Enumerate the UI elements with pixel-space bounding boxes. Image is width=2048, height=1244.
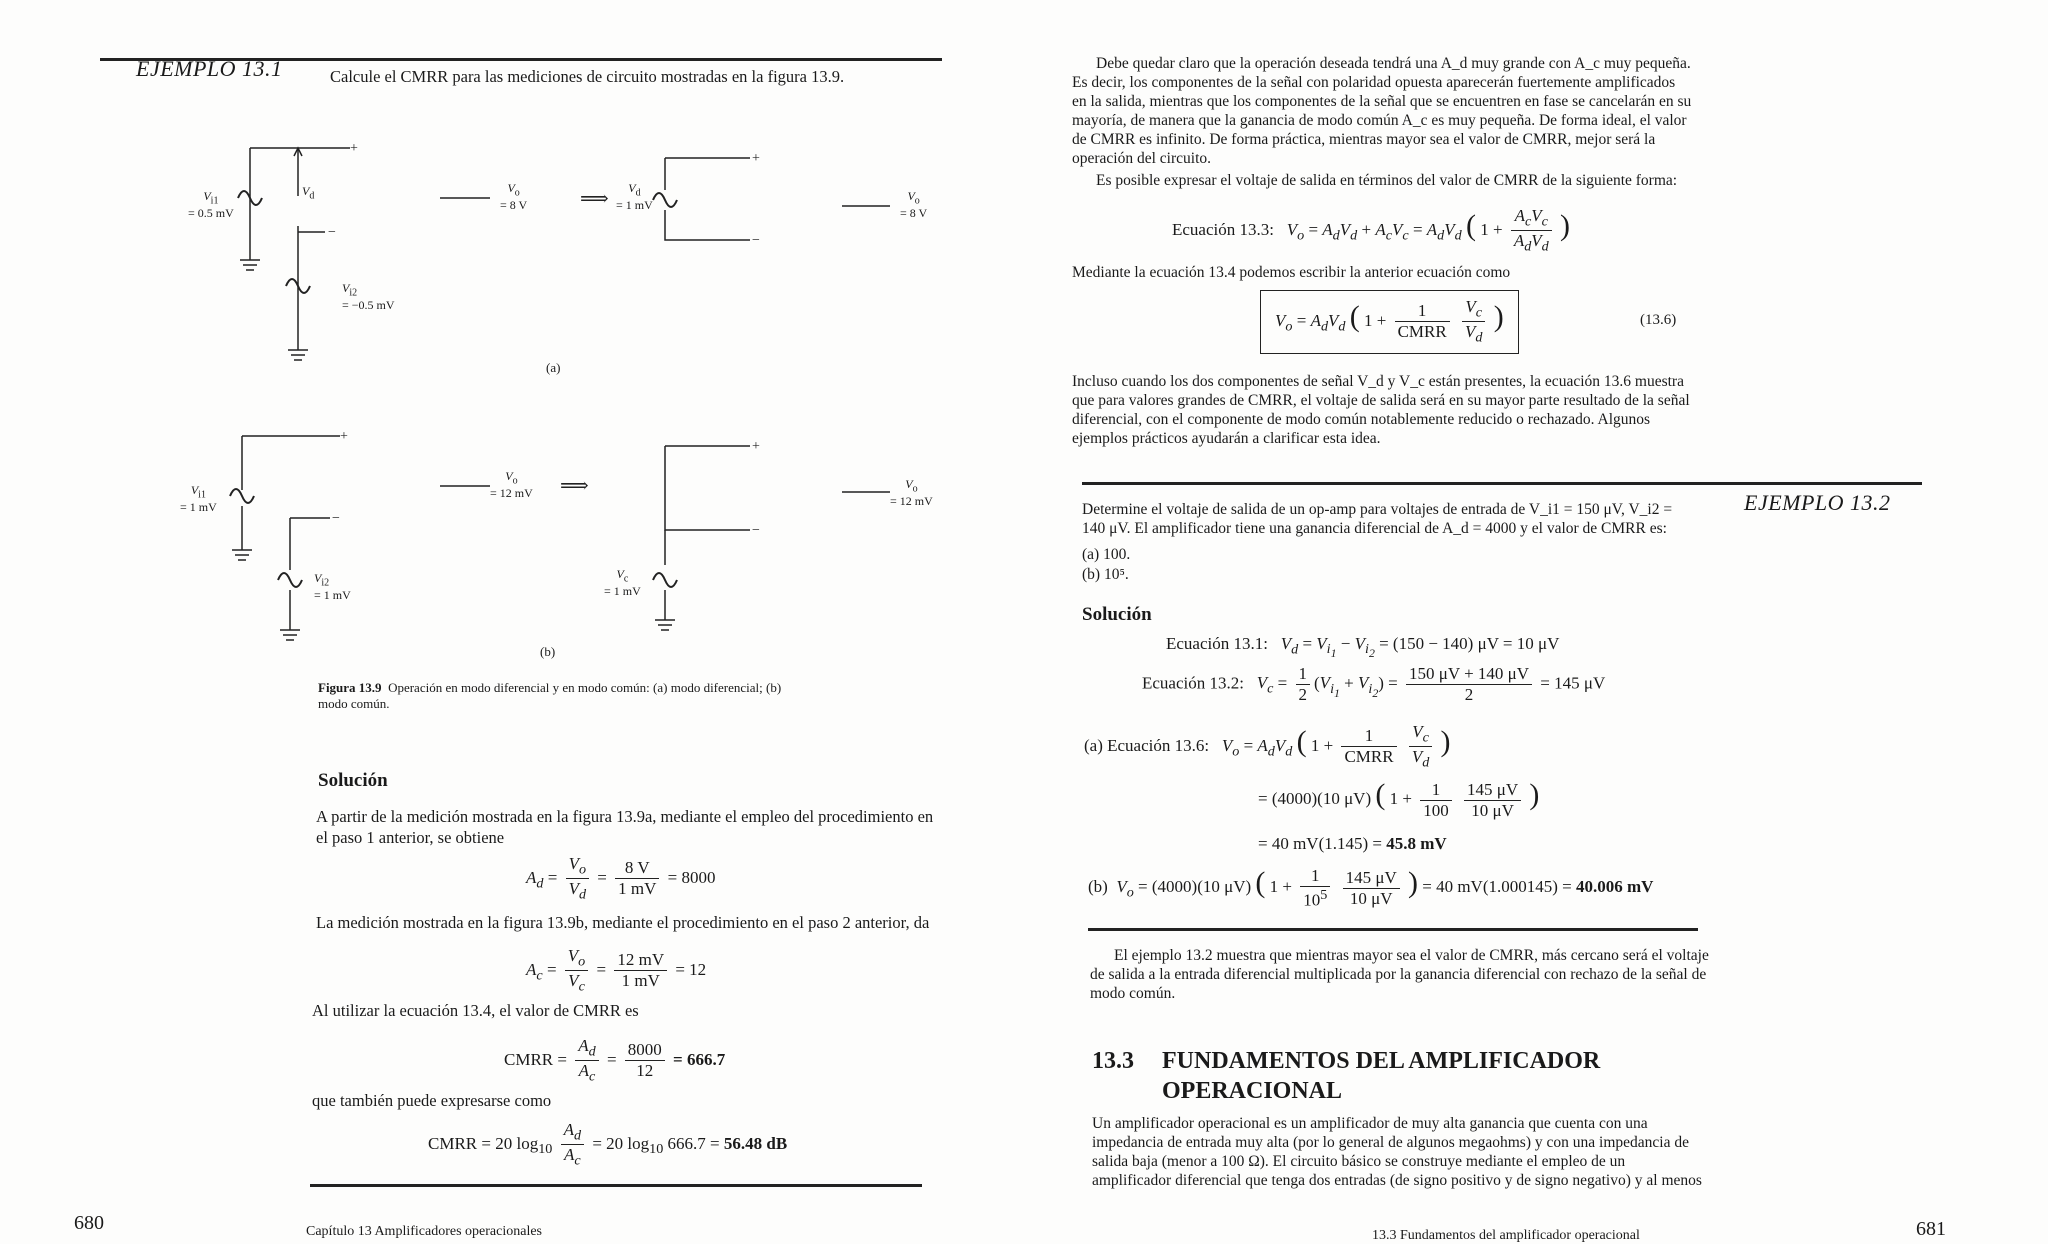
svg-text:+: + [340, 430, 348, 444]
solution-para-4: que también puede expresarse como [312, 1091, 552, 1110]
svg-text:−: − [332, 511, 340, 526]
svg-text:⟹: ⟹ [580, 188, 609, 210]
fig-a-vi1-label: $V_{i1}$ = 0.5 mV [188, 189, 234, 221]
equation-ac: $A_c$ = $\frac{V_o}{V_c}$ = $\frac{12 mV}{1 mV}$ = 12 [526, 946, 707, 995]
right-para-2: Es posible expresar el voltaje de salida en términos del valor de CMRR de la siguiente forma: [1096, 172, 1678, 189]
equation-13-6-boxed: $V_o = A_dV_d$ ( 1 + $\frac{1}{\text{CMRR}}$ $\frac{V_c}{V_d}$ ) [1260, 290, 1519, 354]
solution-heading: Solución [318, 770, 388, 791]
solution-a-step-2: = (4000)(10 μV) ( 1 + $\frac{1}{100}$ $\frac{145 \mu V}{10 \mu V}$ ) [1258, 778, 1540, 820]
equation-ad: $A_d$ = $\frac{V_o}{V_d}$ = $\frac{8 V}{1 mV}$ = 8000 [526, 854, 716, 903]
fig-b-vc-label: $V_c$ = 1 mV [604, 567, 641, 599]
fig-b-vo-right-label: $V_o$ = 12 mV [890, 477, 933, 509]
right-para-5: El ejemplo 13.2 muestra que mientras mayor sea el valor de CMRR, más cercano será el voltaje de salida a la entrada diferencial multiplicada por la ganancia diferencial con rechazo de la señal de modo común. [1090, 947, 1709, 1002]
fig-b-label: (b) [540, 644, 556, 659]
footer-left: Capítulo 13 Amplificadores operacionales [306, 1224, 542, 1239]
svg-text:−: − [752, 233, 760, 248]
right-page [1010, 0, 2048, 1244]
right-para-3: Mediante la ecuación 13.4 podemos escribir la anterior ecuación como [1072, 264, 1511, 281]
svg-text:+: + [350, 141, 358, 156]
figure-13-9a [150, 130, 950, 370]
fig-a-vd-label: $V_d$ [302, 184, 315, 202]
solution-a-step-1: (a) Ecuación 13.6: $V_o = A_dV_d$ ( 1 + $\frac{1}{\text{CMRR}}$ $\frac{V_c}{V_d}$ ) [1084, 722, 1451, 771]
solution-b: (b) $V_o = (4000)(10$ μV) ( 1 + $\frac{1}{10^5}$ $\frac{145 \mu V}{10 \mu V}$ ) = 40 mV(1.000145) = 40.006 mV [1088, 866, 1654, 910]
example-label: EJEMPLO 13.1 [136, 56, 283, 81]
right-para-6: Un amplificador operacional es un amplificador de muy alta ganancia que cuenta con una impedancia de entrada muy alta (por lo general de algunos megaohms) y con una impedancia de salida baja (menor a 100 Ω). El circuito básico se construye mediante el empleo de un amplificador diferencial que tenga dos entradas (de signo positivo y de signo negativo) y al menos [1092, 1115, 1702, 1189]
fig-a-vo-right-label: $V_o$ = 8 V [900, 189, 928, 221]
example-2-option-a: (a) 100. [1082, 546, 1131, 563]
equation-13-1: Ecuación 13.1: $V_d = V_{i_1} - V_{i_2} = (150 - 140) \mu V = 10$ μV [1166, 634, 1560, 661]
solution-a-step-3: = 40 mV(1.145) = 45.8 mV [1258, 834, 1447, 853]
bottom-rule [310, 1184, 922, 1187]
equation-cmrr: CMRR = $\frac{A_d}{A_c}$ = $\frac{8000}{12}$ = 666.7 [504, 1036, 726, 1085]
fig-b-vi1-label: $V_{i1}$ = 1 mV [180, 483, 217, 515]
fig-a-vi2-label: $V_{i2}$ = −0.5 mV [342, 281, 395, 313]
page-number-left: 680 [74, 1212, 104, 1234]
svg-text:⟹: ⟹ [560, 475, 589, 497]
svg-text:−: − [752, 523, 760, 538]
equation-cmrr-db: CMRR = 20 $\log_{10}$ $\frac{A_d}{A_c}$ = 20 $\log_{10} 666.7 = 56.48$ dB [428, 1120, 788, 1169]
section-title: FUNDAMENTOS DEL AMPLIFICADOR OPERACIONAL [1162, 1048, 1601, 1104]
fig-a-vo-label: $V_o$ = 8 V [500, 181, 528, 213]
example-2-prompt: Determine el voltaje de salida de un op-amp para voltajes de entrada de V_i1 = 150 μV, V_i2 = 140 μV. El amplificador tiene una ganancia diferencial de A_d = 4000 y el valor de CMRR es: [1082, 501, 1673, 537]
right-para-1: Debe quedar claro que la operación deseada tendrá una A_d muy grande con A_c muy pequeña. Es decir, los componentes de la señal con polaridad opuesta aparecerán fuertemente amplificados en la salida, mientras que los componentes de la señal que se encuentren en fase se cancelarán en su mayoría, de manera que la ganancia de modo común A_c es muy pequeña. De forma ideal, el valor de CMRR es infinito. De forma práctica, mientras mayor sea el valor de CMRR, mejor será la operación del circuito. [1072, 55, 1692, 167]
section-number: 13.3 [1092, 1048, 1134, 1074]
equation-13-3: Ecuación 13.3: $V_o = A_dV_d + A_cV_c = A_dV_d$ ( 1 + $\frac{A_cV_c}{A_dV_d}$ ) [1172, 206, 1570, 255]
footer-right: 13.3 Fundamentos del amplificador operacional [1372, 1228, 1640, 1243]
solution-para-3: Al utilizar la ecuación 13.4, el valor de CMRR es [312, 1001, 639, 1020]
fig-b-vo-label: $V_o$ = 12 mV [490, 469, 533, 501]
fig-b-vi2-label: $V_{i2}$ = 1 mV [314, 571, 351, 603]
example2-top-rule [1082, 482, 1922, 485]
example-2-option-b: (b) 10⁵. [1082, 566, 1129, 583]
fig-a-vd-right-label: $V_d$ = 1 mV [616, 181, 653, 213]
example-prompt: Calcule el CMRR para las mediciones de circuito mostradas en la figura 13.9. [330, 67, 845, 86]
example2-bottom-rule [1088, 928, 1698, 931]
figure-caption: Figura 13.9 Operación en modo diferencial y en modo común: (a) modo diferencial; (b) modo común. [318, 680, 782, 711]
fig-a-label: (a) [546, 360, 561, 375]
svg-text:+: + [752, 151, 760, 166]
solution-para-1: A partir de la medición mostrada en la figura 13.9a, mediante el empleo del procedimiento en el paso 1 anterior, se obtiene [316, 807, 934, 847]
equation-13-2: Ecuación 13.2: $V_c$ = $\frac{1}{2}$ $(V_{i_1} + V_{i_2})$ = $\frac{150 \mu V + 140 \mu V}{2}$ = 145 μV [1142, 664, 1606, 704]
solution-heading-2: Solución [1082, 604, 1152, 625]
right-para-4: Incluso cuando los dos componentes de señal V_d y V_c están presentes, la ecuación 13.6 muestra que para valores grandes de CMRR, el voltaje de salida será en su mayor parte resultado de la señal diferencial, con el componente de modo común notablemente reducido o rechazado. Algunos ejemplos prácticos ayudarán a clarificar esta idea. [1072, 373, 1690, 447]
svg-text:−: − [328, 225, 336, 240]
example-2-label: EJEMPLO 13.2 [1744, 490, 1891, 515]
page-number-right: 681 [1916, 1218, 1946, 1240]
left-page [0, 0, 1010, 1244]
figure-13-9b [150, 430, 950, 650]
solution-para-2: La medición mostrada en la figura 13.9b, mediante el procedimiento en el paso 2 anterior, da [316, 913, 930, 932]
equation-number-13-6: (13.6) [1640, 312, 1677, 328]
svg-text:+: + [752, 439, 760, 454]
